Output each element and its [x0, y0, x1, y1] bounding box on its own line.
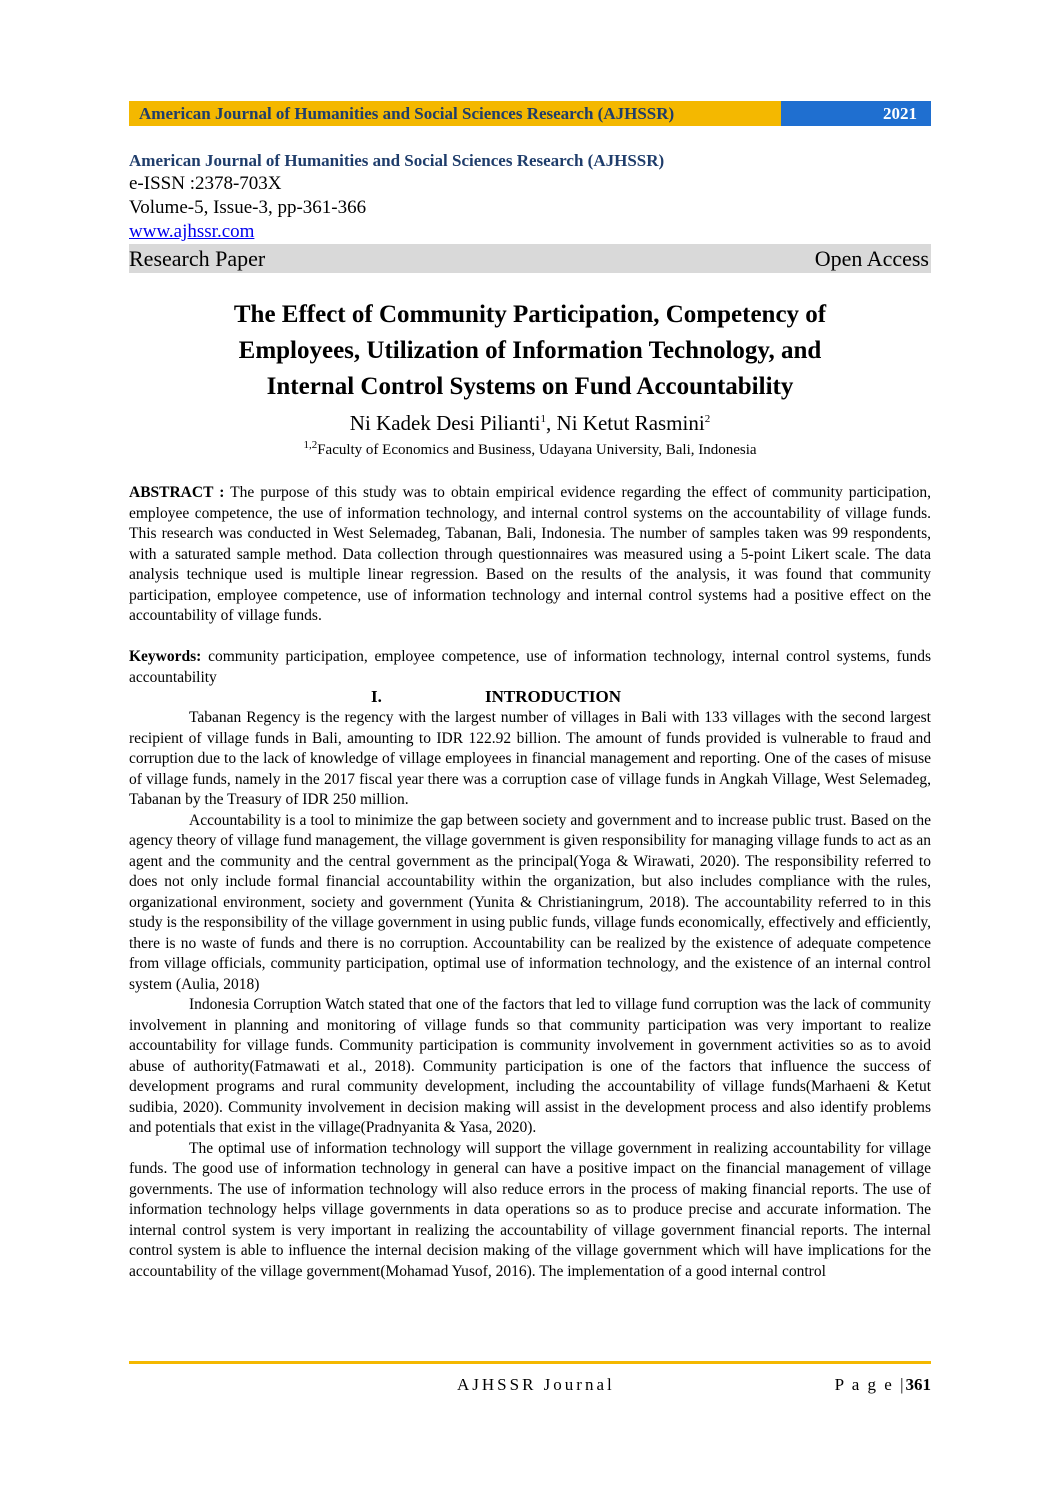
author-separator: , — [546, 411, 557, 435]
author-name: Ni Kadek Desi Pilianti — [349, 411, 541, 435]
journal-meta — [129, 150, 931, 273]
banner-year: 2021 — [781, 101, 931, 126]
title-line: Employees, Utilization of Information Technology, and — [238, 337, 822, 364]
page-number: 361 — [905, 1375, 931, 1394]
section-number: I. — [371, 687, 382, 706]
journal-banner — [129, 101, 931, 126]
access-type: Open Access — [814, 246, 929, 271]
authors — [129, 409, 931, 437]
keywords-label: Keywords: — [129, 648, 202, 665]
website-link[interactable]: www.ajhssr.com — [129, 221, 255, 242]
author-name: Ni Ketut Rasmini — [556, 411, 705, 435]
paragraph: Accountability is a tool to minimize the gap between society and government and to increase public trust. Based on the agency theory of village fund management, the village government is given responsibility for managing village funds to act as an agent and the community and the central government as the principal(Yoga & Wirawati, 2020). The responsibility referred to does not only include formal financial accountability within the organization, but also includes compliance with the rules, organizational environment, society and government (Yunita & Christianingrum, 2018). The accountability referred to in this study is the responsibility of the village government in using public funds, village funds economically, effectively and efficiently, there is no waste of funds and there is no corruption. Accountability can be realized by the existence of adequate competence from village officials, community participation, optimal use of information technology, and the existence of an internal control system (Aulia, 2018) — [129, 811, 931, 993]
abstract-text: The purpose of this study was to obtain empirical evidence regarding the effect of community participation, employee competence, the use of information technology, and internal control systems on the accountability of village funds. This research was conducted in West Selemadeg, Tabanan, Bali, Indonesia. The number of samples taken was 99 respondents, with a saturated sample method. Data collection through questionnaires was measured using a 5-point Likert scale. The data analysis technique used is multiple linear regression. Based on the results of the analysis, it was found that community participation, employee competence, use of information technology and internal control systems had a positive effect on the accountability of village funds. — [129, 484, 931, 624]
title-line: The Effect of Community Participation, Competency of — [233, 301, 827, 328]
author-sup: 2 — [704, 413, 711, 425]
issn: e-ISSN :2378-703X — [129, 173, 282, 194]
paper-type: Research Paper — [129, 246, 266, 271]
abstract — [129, 483, 931, 627]
author-sup: 1 — [540, 413, 547, 425]
affiliation-text: Faculty of Economics and Business, Udayana University, Bali, Indonesia — [317, 442, 757, 458]
footer-journal: AJHSSR Journal — [457, 1375, 615, 1394]
section-title: INTRODUCTION — [485, 687, 622, 706]
paragraph: Tabanan Regency is the regency with the largest number of villages in Bali with 133 villages with the second largest recipient of village funds in Bali, amounting to IDR 122.92 billion. The amount of funds provided is vulnerable to fraud and corruption due to the lack of knowledge of village employees in financial management and reporting. One of the cases of misuse of village funds, namely in the 2017 fiscal year there was a corruption case of village funds in Angkah Village, West Selemadeg, Tabanan by the Treasury of IDR 250 million. — [129, 709, 931, 808]
affiliation-sup: 1,2 — [303, 439, 318, 451]
journal-name: American Journal of Humanities and Social Sciences Research (AJHSSR) — [129, 151, 665, 170]
paper-title — [129, 297, 931, 405]
abstract-label: ABSTRACT : — [129, 484, 225, 501]
page-label: P a g e | — [834, 1375, 906, 1394]
paragraph: The optimal use of information technology will support the village government in realizing accountability for village funds. The good use of information technology in general can have a positive impact on the financial management of village governments. The use of information technology will also reduce errors in the process of making financial reports. The use of information technology helps village governments in data operations so as to produce precise and accurate information. The internal control system is very important in realizing the accountability of village government financial reports. The internal control system is able to influence the internal decision making of the village government which will have implications for the accountability of the village government(Mohamad Yusof, 2016). The implementation of a good internal control — [129, 1139, 931, 1280]
volume-info: Volume-5, Issue-3, pp-361-366 — [129, 197, 367, 218]
keywords — [129, 647, 931, 688]
paragraph: Indonesia Corruption Watch stated that one of the factors that led to village fund corruption was the lack of community involvement in planning and monitoring of village funds so that community participation was very important to realize accountability for village funds. Community participation is community involvement in government activities so as to avoid abuse of authority(Fatmawati et al., 2018). Community participation is one of the factors that influence the success of development programs and rural community development, including the accountability of village funds(Marhaeni & Ketut sudibia, 2020). Community involvement in decision making will assist in the development process and also identify problems and potentials that exist in the village(Pradnyanita & Yasa, 2020). — [129, 996, 931, 1136]
banner-journal-title: American Journal of Humanities and Social Sciences Research (AJHSSR) — [129, 101, 781, 126]
paper-type-bar — [129, 244, 931, 273]
footer-page — [835, 1374, 931, 1396]
title-line: Internal Control Systems on Fund Accountability — [266, 373, 794, 400]
footer-divider — [129, 1361, 931, 1364]
keywords-text: community participation, employee competence, use of information technology, internal control systems, funds accountability — [129, 648, 931, 686]
affiliation — [129, 440, 931, 460]
introduction — [129, 708, 931, 1282]
